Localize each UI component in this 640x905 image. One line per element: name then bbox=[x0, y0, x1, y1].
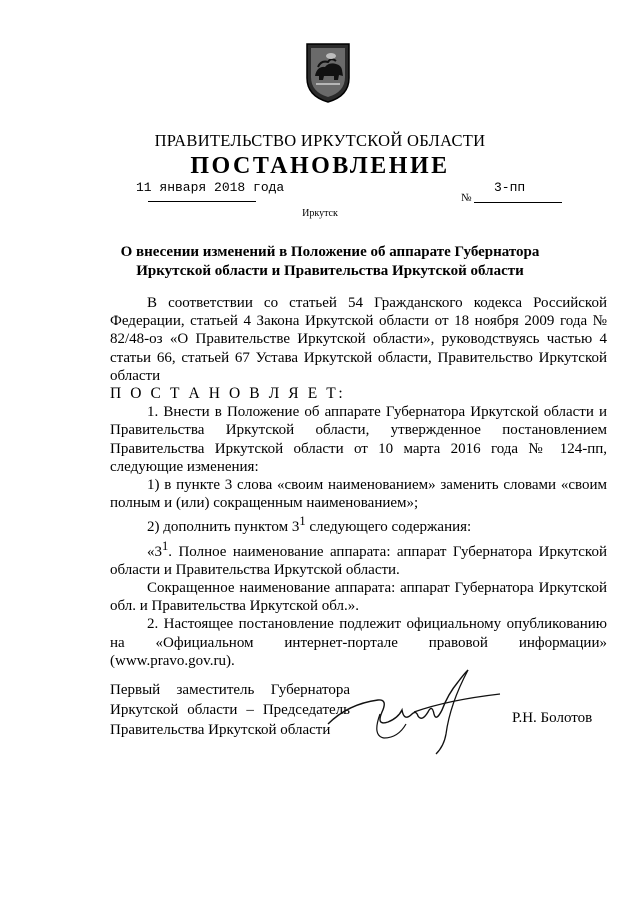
item-1-paragraph: 1. Внести в Положение об аппарате Губернатора Иркутской области и Правительства Иркутской области, утвержденное постановлением Правительства Иркутской области от 10 марта 2016 года № 124-пп, следующие изменения: bbox=[110, 404, 607, 475]
signer-title bbox=[110, 680, 350, 740]
coat-of-arms-emblem bbox=[303, 40, 353, 104]
quote-1-text-a: «3 bbox=[147, 543, 162, 560]
item-1-2-text-b: следующего содержания: bbox=[305, 519, 472, 536]
document-date: 11 января 2018 года bbox=[136, 180, 285, 195]
document-type-title: ПОСТАНОВЛЕНИЕ bbox=[190, 153, 450, 179]
preamble-paragraph: В соответствии со статьей 54 Гражданского кодекса Российской Федерации, статьей 4 Закона Иркутской области от 18 ноября 2009 года № 82/48-оз «О Правительстве Иркутской области», руководствуясь частью 4 статьи 66, статьей 67 Устава Иркутской области, Правительство Иркутской области bbox=[110, 295, 607, 384]
signer-title-line-3: Правительства Иркутской области bbox=[110, 722, 331, 738]
decree-word: П О С Т А Н О В Л Я Е Т: bbox=[110, 385, 346, 403]
quote-2-paragraph: Сокращенное наименование аппарата: аппарат Губернатора Иркутской обл. и Правительства Иркутской обл.». bbox=[110, 580, 607, 615]
item-2-paragraph: 2. Настоящее постановление подлежит официальному опубликованию на «Официальном интернет-портале правовой информации» (www.pravo.gov.ru). bbox=[110, 616, 607, 669]
signer-title-line-1: Первый заместитель Губернатора bbox=[110, 682, 350, 698]
quote-1-text-b: . Полное наименование аппарата: аппарат Губернатора Иркутской области и Правительства Иркутской области. bbox=[110, 543, 607, 578]
number-sign: № bbox=[461, 192, 472, 204]
government-name: ПРАВИТЕЛЬСТВО ИРКУТСКОЙ ОБЛАСТИ bbox=[154, 131, 486, 150]
document-body bbox=[110, 294, 607, 670]
item-1-2-superscript: 1 bbox=[299, 514, 306, 529]
date-underline bbox=[148, 201, 256, 202]
quote-1-superscript: 1 bbox=[162, 538, 169, 553]
item-1-2-text-a: 2) дополнить пунктом 3 bbox=[147, 519, 300, 536]
item-1-1-paragraph: 1) в пункте 3 слова «своим наименованием» заменить словами «своим полным и (или) сокращенным наименованием»; bbox=[110, 477, 607, 512]
handwritten-signature bbox=[318, 664, 518, 760]
item-1-2-paragraph bbox=[110, 512, 607, 536]
subject-line-2: Иркутской области и Правительства Иркутской области bbox=[136, 263, 524, 279]
subject-line-1: О внесении изменений в Положение об аппарате Губернатора bbox=[120, 244, 540, 260]
quote-1-paragraph bbox=[110, 537, 607, 579]
city-name: Иркутск bbox=[302, 208, 338, 219]
document-subject bbox=[100, 243, 560, 281]
signer-title-line-2: Иркутской области – Председатель bbox=[110, 702, 350, 718]
document-number: 3-пп bbox=[494, 180, 526, 195]
signer-name: Р.Н. Болотов bbox=[512, 710, 593, 726]
number-underline bbox=[474, 202, 562, 203]
